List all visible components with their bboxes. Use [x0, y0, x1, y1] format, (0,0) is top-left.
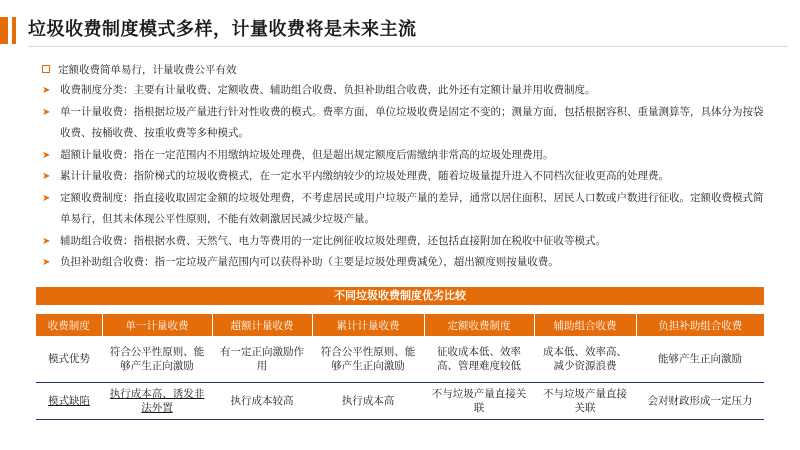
bullet-label: 定额收费制度： [60, 191, 134, 204]
bullet-item-single-metered [42, 102, 772, 145]
arrow-bullet-icon: ➤ [42, 192, 51, 204]
table-cell: 征收成本低、效率高、管理难度较低 [424, 336, 534, 383]
column-header: 累计计量收费 [312, 314, 424, 336]
arrow-bullet-icon: ➤ [42, 106, 51, 118]
bullet-text: 指直接收取固定金额的垃圾处理费，不考虑居民或用户垃圾产量的差异，通常以居住面积、居民人口数或户数进行征收。定额收费模式简单易行，但其未体现公平性原则，不能有效刺激居民减少垃圾产量。 [60, 191, 764, 225]
bullet-text: 主要有计量收费、定额收费、辅助组合收费、负担补助组合收费，此外还有定额计量并用收费制度。 [133, 84, 596, 96]
arrow-bullet-icon: ➤ [42, 257, 51, 268]
column-header: 定额收费制度 [424, 314, 534, 336]
title-accent-bar [0, 17, 8, 44]
table-cell: 能够产生正向激励 [636, 336, 764, 383]
row-header-advantages: 模式优势 [36, 336, 102, 383]
arrow-bullet-icon: ➤ [42, 171, 51, 182]
bullet-item-auxiliary-combined [42, 231, 772, 253]
page-title: 垃圾收费制度模式多样，计量收费将是未来主流 [28, 19, 417, 40]
table-cell: 不与垃圾产量直接关联 [534, 383, 636, 420]
bullet-item-classification [42, 80, 772, 102]
bullet-list [42, 80, 772, 274]
table-header-row [36, 314, 764, 336]
bullet-label: 超额计量收费： [60, 148, 134, 161]
bullet-label: 单一计量收费： [60, 105, 134, 118]
intro-text: 定额收费简单易行，计量收费公平有效 [58, 64, 237, 76]
table-cell: 符合公平性原则、能够产生正向激励 [102, 336, 212, 383]
table-cell-link[interactable]: 执行成本高、诱发非法外置 [102, 383, 212, 420]
table-cell: 会对财政形成一定压力 [636, 383, 764, 420]
table-row [36, 336, 764, 383]
comparison-table [36, 314, 764, 420]
row-header-drawbacks-link[interactable]: 模式缺陷 [36, 383, 102, 420]
arrow-bullet-icon: ➤ [42, 235, 51, 247]
table-cell: 符合公平性原则、能够产生正向激励 [312, 336, 424, 383]
table-cell: 执行成本高 [312, 383, 424, 420]
table-cell: 成本低、效率高、减少资源浪费 [534, 336, 636, 383]
table-caption: 不同垃圾收费制度优劣比较 [36, 287, 764, 305]
bullet-label: 负担补助组合收费： [60, 256, 155, 268]
column-header: 负担补助组合收费 [636, 314, 764, 336]
bullet-item-fixed-fee [42, 188, 772, 231]
arrow-bullet-icon: ➤ [42, 85, 51, 96]
bullet-item-subsidy-combined [42, 252, 772, 274]
title-divider [28, 46, 788, 47]
column-header: 辅助组合收费 [534, 314, 636, 336]
title-accent-bar-thin [12, 17, 16, 44]
table-cell: 执行成本较高 [212, 383, 312, 420]
bullet-label: 累计计量收费： [60, 170, 134, 182]
table-row [36, 383, 764, 420]
column-header: 收费制度 [36, 314, 102, 336]
bullet-text: 指阶梯式的垃圾收费模式，在一定水平内缴纳较少的垃圾处理费，随着垃圾量提升进入不同档次征收更高的处理费。 [133, 170, 669, 182]
bullet-label: 辅助组合收费： [60, 234, 134, 247]
intro-line [42, 62, 237, 78]
arrow-bullet-icon: ➤ [42, 149, 51, 161]
bullet-text: 指根据水费、天然气、电力等费用的一定比例征收垃圾处理费，还包括直接附加在税收中征收等模式。 [133, 234, 606, 247]
column-header: 单一计量收费 [102, 314, 212, 336]
bullet-text: 指在一定范围内不用缴纳垃圾处理费，但是超出规定额度后需缴纳非常高的垃圾处理费用。 [133, 148, 554, 161]
table-cell: 有一定正向激励作用 [212, 336, 312, 383]
column-header: 超额计量收费 [212, 314, 312, 336]
bullet-item-cumulative-metered [42, 166, 772, 188]
bullet-label: 收费制度分类： [60, 84, 134, 96]
bullet-item-excess-metered [42, 145, 772, 167]
bullet-text: 指一定垃圾产量范围内可以获得补助（主要是垃圾处理费减免），超出额度则按量收费。 [154, 256, 559, 268]
bullet-text: 指根据垃圾产量进行针对性收费的模式。费率方面，单位垃圾收费是固定不变的；测量方面，包括根据容积、重量测算等，具体分为按袋收费、按桶收费、按重收费等多种模式。 [60, 105, 764, 139]
table-cell: 不与垃圾产量直接关联 [424, 383, 534, 420]
